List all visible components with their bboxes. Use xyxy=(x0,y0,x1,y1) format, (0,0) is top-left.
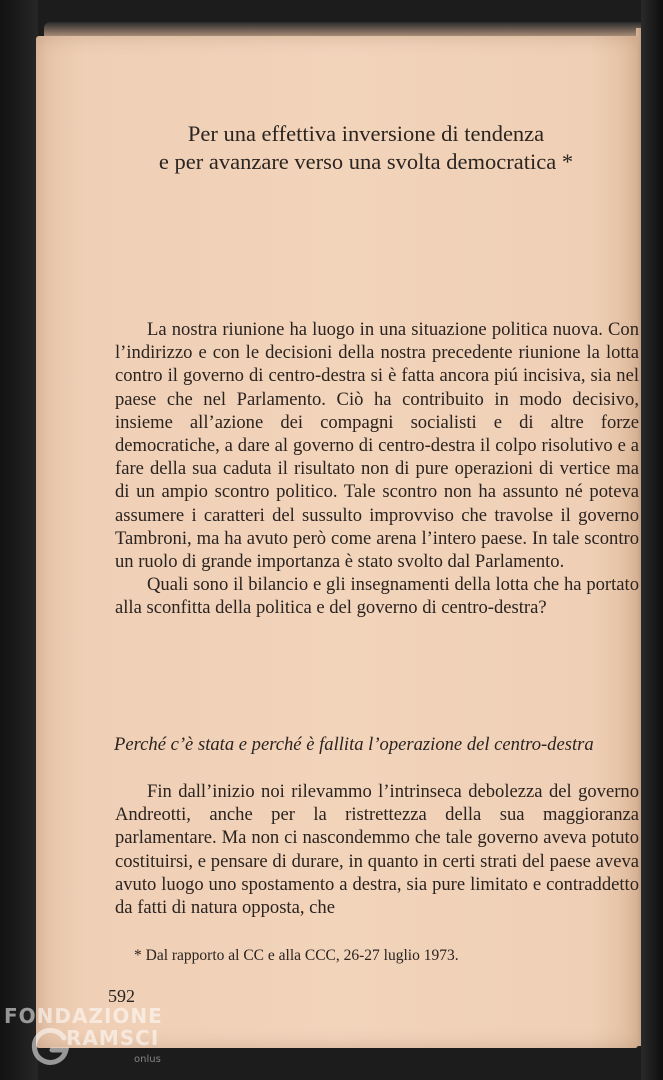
section-text xyxy=(115,780,639,919)
paragraph-3: Fin dall’inizio noi rilevammo l’intrinseca debolezza del governo Andreotti, anche per la ristrettezza della sua maggioranza parlamentare. Ma non ci nascondemmo che tale governo aveva potuto costituirsi, e pensare di durare, in quanto in certi strati del paese aveva avuto luogo uno spostamento a destra, sia pure limitato e contraddetto da fatti di natura opposta, che xyxy=(115,781,639,919)
paragraph-1: La nostra riunione ha luogo in una situazione politica nuova. Con l’indirizzo e con le decisioni della nostra precedente riunione la lotta contro il governo di centro-destra si è fatta ancora piú incisiva, sia nel paese che nel Parlamento. Ciò ha contribuito in modo decisivo, insieme all’azione dei compagni socialisti e di altre forze democratiche, a dare al governo di centro-destra il colpo risolutivo e a fare della sua caduta il risultato non di pure operazioni di vertice ma di un ampio scontro politico. Tale scontro non ha assunto né poteva assumere i caratteri del sussulto improvviso che travolse il governo Tambroni, ma ha avuto però come arena l’intero paese. In tale scontro un ruolo di grande importanza è stato svolto dal Parlamento. xyxy=(115,319,639,573)
section-heading: Perché c’è stata e perché è fallita l’operazione del centro-destra xyxy=(114,734,594,755)
scan-border-left xyxy=(0,0,38,1080)
page-number: 592 xyxy=(108,986,135,1006)
scan-border-right xyxy=(641,0,663,1080)
footnote: * Dal rapporto al CC e alla CCC, 26-27 luglio 1973. xyxy=(134,947,459,964)
book-page xyxy=(36,36,638,1048)
watermark-line-2: RAMSCI xyxy=(66,1026,160,1050)
intro-text xyxy=(115,318,639,620)
watermark-suffix: onlus xyxy=(134,1054,161,1065)
chapter-title xyxy=(116,120,616,176)
fondazione-gramsci-watermark xyxy=(4,1004,204,1074)
chapter-title-line-1: Per una effettiva inversione di tendenza xyxy=(187,121,545,146)
watermark-line-1: FONDAZIONE xyxy=(4,1004,163,1028)
chapter-title-line-2: e per avanzare verso una svolta democratica * xyxy=(158,149,574,174)
paragraph-2: Quali sono il bilancio e gli insegnamenti della lotta che ha portato alla sconfitta della politica e del governo di centro-destra? xyxy=(115,574,639,619)
